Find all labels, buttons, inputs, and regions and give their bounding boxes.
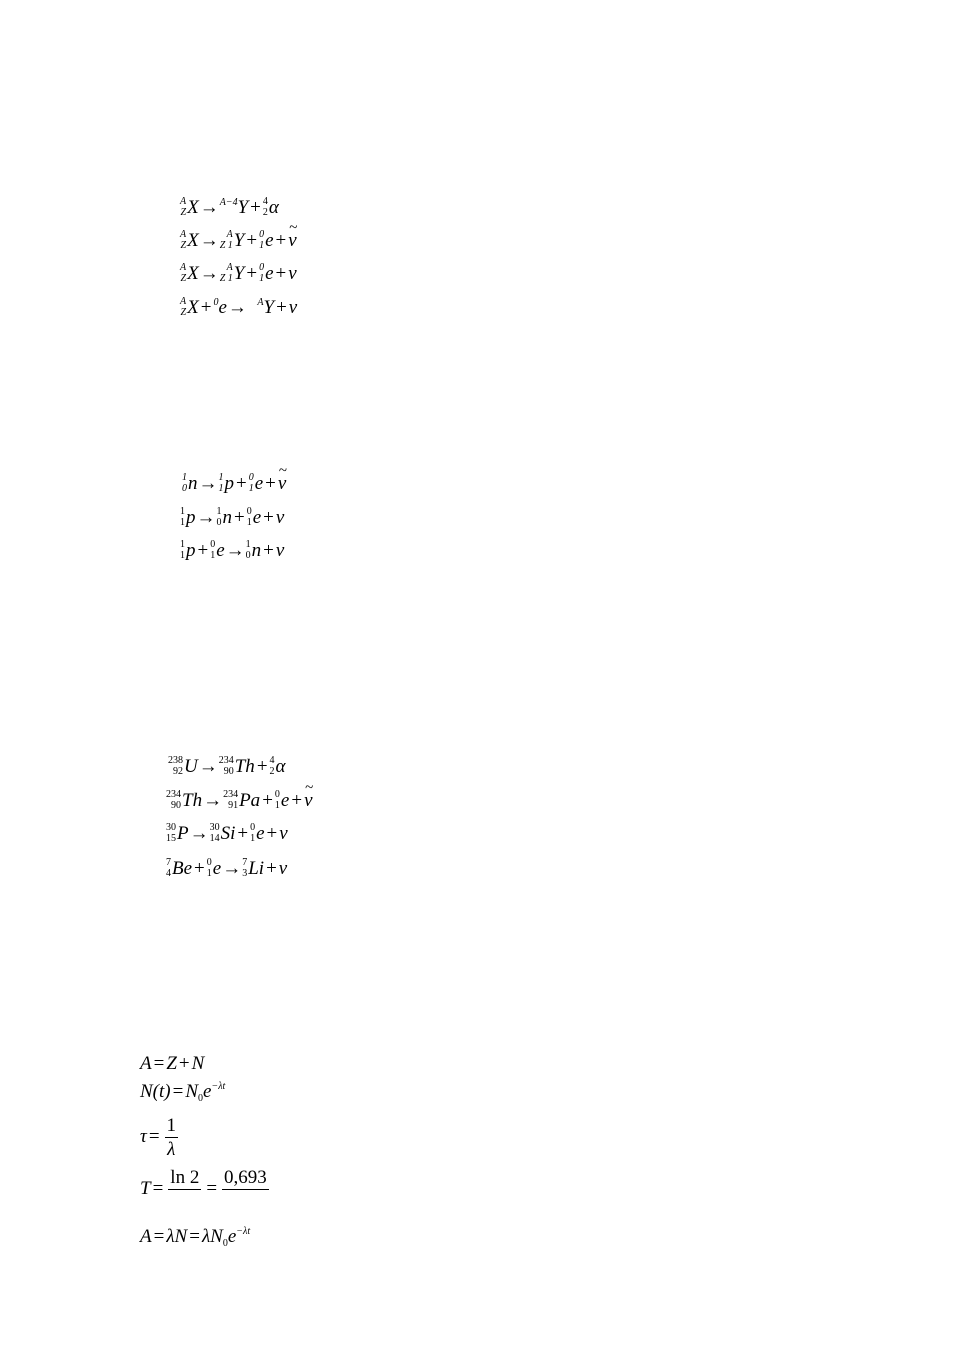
neutrino-symbol: ν	[275, 540, 285, 561]
proton-count-symbol: Z	[166, 1053, 177, 1074]
neutron-symbol: n	[188, 473, 198, 494]
charge-number: 1	[210, 549, 216, 561]
uranium-symbol: U	[184, 756, 198, 777]
protactinium-symbol: Pa	[239, 790, 261, 811]
plus-sign: +	[178, 1053, 190, 1074]
positron-index	[259, 263, 264, 284]
arrow: →	[199, 230, 219, 251]
mass-number: 30	[209, 822, 220, 834]
neutrino-symbol: ν	[278, 858, 288, 879]
mass-number: 1	[180, 506, 185, 518]
arrow: →	[225, 540, 245, 561]
atomic-number: 15	[166, 832, 176, 844]
proton-symbol: p	[224, 473, 234, 494]
charge-number: 1	[259, 239, 265, 251]
thorium-symbol: Th	[234, 756, 255, 777]
mass-number: 234	[218, 755, 234, 767]
denominator	[241, 1190, 250, 1211]
arrow: →	[227, 297, 247, 318]
nuclei-count-function: N(t)	[140, 1081, 171, 1102]
beryllium-electron-capture	[166, 859, 287, 880]
numerator: 1	[166, 1115, 177, 1136]
plus-sign: +	[276, 297, 287, 318]
atomic-number: Z 1	[219, 272, 233, 284]
mass-number: A	[180, 196, 187, 208]
arrow: →	[198, 756, 218, 777]
mass-number-formula	[140, 1054, 204, 1073]
mean-lifetime-formula	[140, 1116, 181, 1159]
mass-number: 4	[262, 196, 268, 208]
mass-number: 0	[274, 789, 280, 801]
plus-sign: +	[266, 858, 277, 879]
mass-number: A	[226, 262, 233, 274]
mass-number: 1	[245, 539, 251, 551]
plus-sign: +	[256, 756, 268, 777]
half-life-formula	[140, 1168, 272, 1211]
parent-symbol: X	[187, 297, 199, 318]
proton-symbol: p	[186, 540, 196, 561]
arrow: →	[199, 197, 219, 218]
charge-number: 1	[218, 482, 224, 494]
plus-sign: +	[262, 790, 273, 811]
equals-sign: =	[152, 1177, 164, 1199]
charge-number: 0	[245, 549, 251, 561]
arrow: →	[203, 790, 223, 811]
mass-number: 234	[166, 789, 181, 801]
plus-sign: +	[263, 540, 274, 561]
proton-electron-capture	[180, 541, 284, 562]
atomic-number: Z	[180, 206, 187, 218]
atomic-number: 2	[269, 765, 275, 777]
alpha-symbol: α	[275, 756, 286, 777]
half-life-symbol: T	[140, 1177, 151, 1199]
mass-number: 1	[180, 539, 185, 551]
mass-number: 0	[246, 506, 252, 518]
plus-sign: +	[236, 473, 247, 494]
neutron-index	[217, 507, 222, 528]
beryllium-symbol: Be	[172, 858, 193, 879]
phosphorus-beta-plus-decay	[166, 824, 288, 845]
neutron-count-symbol: N	[191, 1053, 205, 1074]
euler-symbol: e	[227, 1226, 237, 1247]
alpha-index	[270, 756, 275, 777]
mass-number: 7	[242, 857, 248, 869]
neutrino-symbol: ν	[279, 823, 288, 844]
daughter-symbol: Y	[263, 297, 275, 318]
mass-number: A	[180, 229, 187, 241]
initial-subscript: 0	[222, 1238, 228, 1249]
lithium-symbol: Li	[248, 858, 265, 879]
arrow: →	[222, 858, 242, 879]
daughter-symbol: Y	[233, 230, 245, 251]
parent-symbol: X	[187, 230, 199, 251]
atomic-number: 92	[173, 765, 183, 777]
electron-index	[259, 230, 264, 251]
mass-number: 1	[182, 472, 187, 484]
atomic-number: Z	[180, 272, 187, 284]
charge-number: 1	[246, 516, 252, 528]
arrow: →	[198, 473, 218, 494]
antineutrino-symbol: ~ ν	[304, 791, 312, 810]
mass-number: 4	[269, 755, 275, 767]
parent-symbol: X	[187, 197, 199, 218]
mass-number: 0	[259, 262, 265, 274]
decay-law-formula	[140, 1082, 225, 1104]
fraction-value	[222, 1168, 269, 1211]
equals-sign: =	[189, 1226, 200, 1247]
mass-number: 7	[166, 857, 171, 869]
charge-number: 1	[259, 272, 265, 284]
lambda-n-term: λN	[166, 1226, 188, 1247]
atomic-number: Z	[180, 239, 187, 251]
positron-symbol: e	[252, 507, 262, 528]
proton-symbol: p	[186, 507, 196, 528]
plus-sign: +	[246, 230, 258, 251]
mass-number: 0	[248, 472, 254, 484]
atomic-number: 2	[262, 206, 268, 218]
parent-nuclide-index	[180, 263, 186, 284]
daughter-mass-number: A−4	[219, 197, 238, 208]
electron-index	[275, 790, 280, 811]
mass-number: 234	[223, 789, 239, 801]
plus-sign: +	[263, 507, 274, 528]
electron-index	[207, 858, 212, 879]
charge-number: 0	[216, 516, 222, 528]
electron-symbol: e	[216, 540, 225, 561]
plus-sign: +	[275, 230, 287, 251]
denominator	[180, 1190, 189, 1211]
proton-index	[180, 507, 185, 528]
fraction-ln2	[168, 1168, 201, 1211]
mass-number: 0	[206, 857, 212, 869]
plus-sign: +	[194, 858, 205, 879]
numerator: 0,693	[224, 1167, 267, 1188]
initial-subscript: 0	[198, 1093, 204, 1104]
parent-nuclide-index	[180, 197, 186, 218]
daughter-index	[220, 263, 233, 284]
silicon-symbol: Si	[220, 823, 236, 844]
electron-mass-number: 0	[213, 297, 219, 308]
neutrino-symbol: ν	[275, 507, 285, 528]
fraction	[165, 1116, 179, 1159]
neutron-index	[182, 473, 187, 494]
atomic-number: 90	[223, 765, 234, 777]
parent-nuclide-index	[180, 230, 186, 251]
positron-symbol: e	[265, 263, 274, 284]
daughter-mass-number: A	[257, 297, 264, 308]
thorium-symbol: Th	[182, 790, 203, 811]
uranium-index	[168, 756, 183, 777]
initial-count-symbol: N	[185, 1081, 199, 1102]
plus-sign: +	[234, 507, 245, 528]
silicon-index	[210, 823, 220, 844]
phosphorus-symbol: P	[177, 823, 189, 844]
proton-index	[219, 473, 224, 494]
plus-sign: +	[291, 790, 303, 811]
charge-number: 1	[180, 549, 185, 561]
numerator: ln 2	[170, 1167, 200, 1188]
equals-sign: =	[148, 1125, 160, 1147]
activity-formula	[140, 1227, 250, 1249]
equals-sign: =	[172, 1081, 184, 1102]
positron-index	[247, 507, 252, 528]
proton-index	[180, 540, 185, 561]
alpha-decay-general	[180, 198, 279, 219]
mass-number: A	[226, 229, 233, 241]
denominator: λ	[167, 1139, 176, 1160]
plus-sign: +	[200, 297, 212, 318]
exponent: −λt	[236, 1226, 251, 1237]
uranium-alpha-decay	[168, 757, 286, 778]
charge-number: 1	[180, 516, 185, 528]
electron-symbol: e	[218, 297, 227, 318]
electron-index	[210, 540, 215, 561]
alpha-symbol: α	[268, 197, 279, 218]
atomic-number: 91	[228, 799, 239, 811]
neutron-decay	[182, 474, 286, 495]
mass-number: 0	[259, 229, 265, 241]
positron-index	[250, 823, 255, 844]
daughter-index	[220, 230, 233, 251]
thorium-beta-decay	[166, 791, 313, 812]
mass-number-symbol: A	[140, 1053, 152, 1074]
equals-sign: =	[206, 1177, 218, 1199]
phosphorus-index	[166, 823, 176, 844]
charge-number: 1	[206, 867, 212, 879]
electron-index	[249, 473, 254, 494]
charge-number: 1	[250, 832, 256, 844]
mass-number: 1	[218, 472, 224, 484]
arrow: →	[196, 507, 216, 528]
alpha-index	[263, 197, 268, 218]
antineutrino-symbol: ~ ν	[278, 474, 286, 493]
plus-sign: +	[237, 823, 249, 844]
atomic-number: Z	[180, 306, 187, 318]
arrow: →	[189, 823, 209, 844]
antineutrino-symbol: ~ ν	[288, 231, 296, 250]
electron-symbol: e	[280, 790, 290, 811]
parent-nuclide-index	[180, 297, 186, 318]
plus-sign: +	[266, 823, 278, 844]
atomic-number: 14	[209, 832, 220, 844]
beta-minus-general	[180, 231, 297, 252]
neutron-symbol: n	[222, 507, 232, 528]
lithium-index	[242, 858, 247, 879]
exponent: −λt	[211, 1081, 226, 1092]
atomic-number: 90	[171, 799, 181, 811]
lambda-n0-term: λN	[201, 1226, 223, 1247]
mass-number: 0	[210, 539, 216, 551]
plus-sign: +	[250, 197, 261, 218]
mass-number: 0	[250, 822, 256, 834]
mass-number: A	[180, 296, 187, 308]
neutrino-symbol: ν	[288, 263, 297, 284]
mass-number: 1	[216, 506, 222, 518]
euler-symbol: e	[203, 1081, 212, 1102]
mean-lifetime-symbol: τ	[140, 1125, 147, 1147]
positron-symbol: e	[256, 823, 265, 844]
charge-number: 1	[274, 799, 280, 811]
thorium-index	[166, 790, 181, 811]
atomic-number: 3	[242, 867, 248, 879]
equals-sign: =	[153, 1053, 165, 1074]
mass-number: 238	[168, 755, 183, 767]
parent-symbol: X	[187, 263, 199, 284]
electron-capture-general	[180, 298, 297, 319]
protactinium-index	[223, 790, 238, 811]
neutrino-symbol: ν	[288, 297, 298, 318]
electron-symbol: e	[265, 230, 274, 251]
neutron-symbol: n	[251, 540, 262, 561]
beta-plus-general	[180, 264, 297, 285]
plus-sign: +	[275, 263, 287, 284]
thorium-index	[219, 756, 234, 777]
plus-sign: +	[197, 540, 209, 561]
daughter-symbol: Y	[233, 263, 245, 284]
plus-sign: +	[246, 263, 258, 284]
charge-number: 1	[248, 482, 254, 494]
activity-symbol: A	[140, 1226, 152, 1247]
plus-sign: +	[265, 473, 276, 494]
daughter-symbol: Y	[237, 197, 249, 218]
arrow: →	[199, 263, 219, 284]
electron-symbol: e	[254, 473, 264, 494]
neutron-index	[246, 540, 251, 561]
mass-number: A	[180, 262, 187, 274]
equals-sign: =	[153, 1226, 165, 1247]
electron-symbol: e	[212, 858, 222, 879]
atomic-number: 4	[166, 867, 171, 879]
charge-number: 0	[182, 482, 187, 494]
proton-decay	[180, 508, 284, 529]
mass-number: 30	[166, 822, 176, 834]
beryllium-index	[166, 858, 171, 879]
atomic-number: Z 1	[219, 239, 233, 251]
